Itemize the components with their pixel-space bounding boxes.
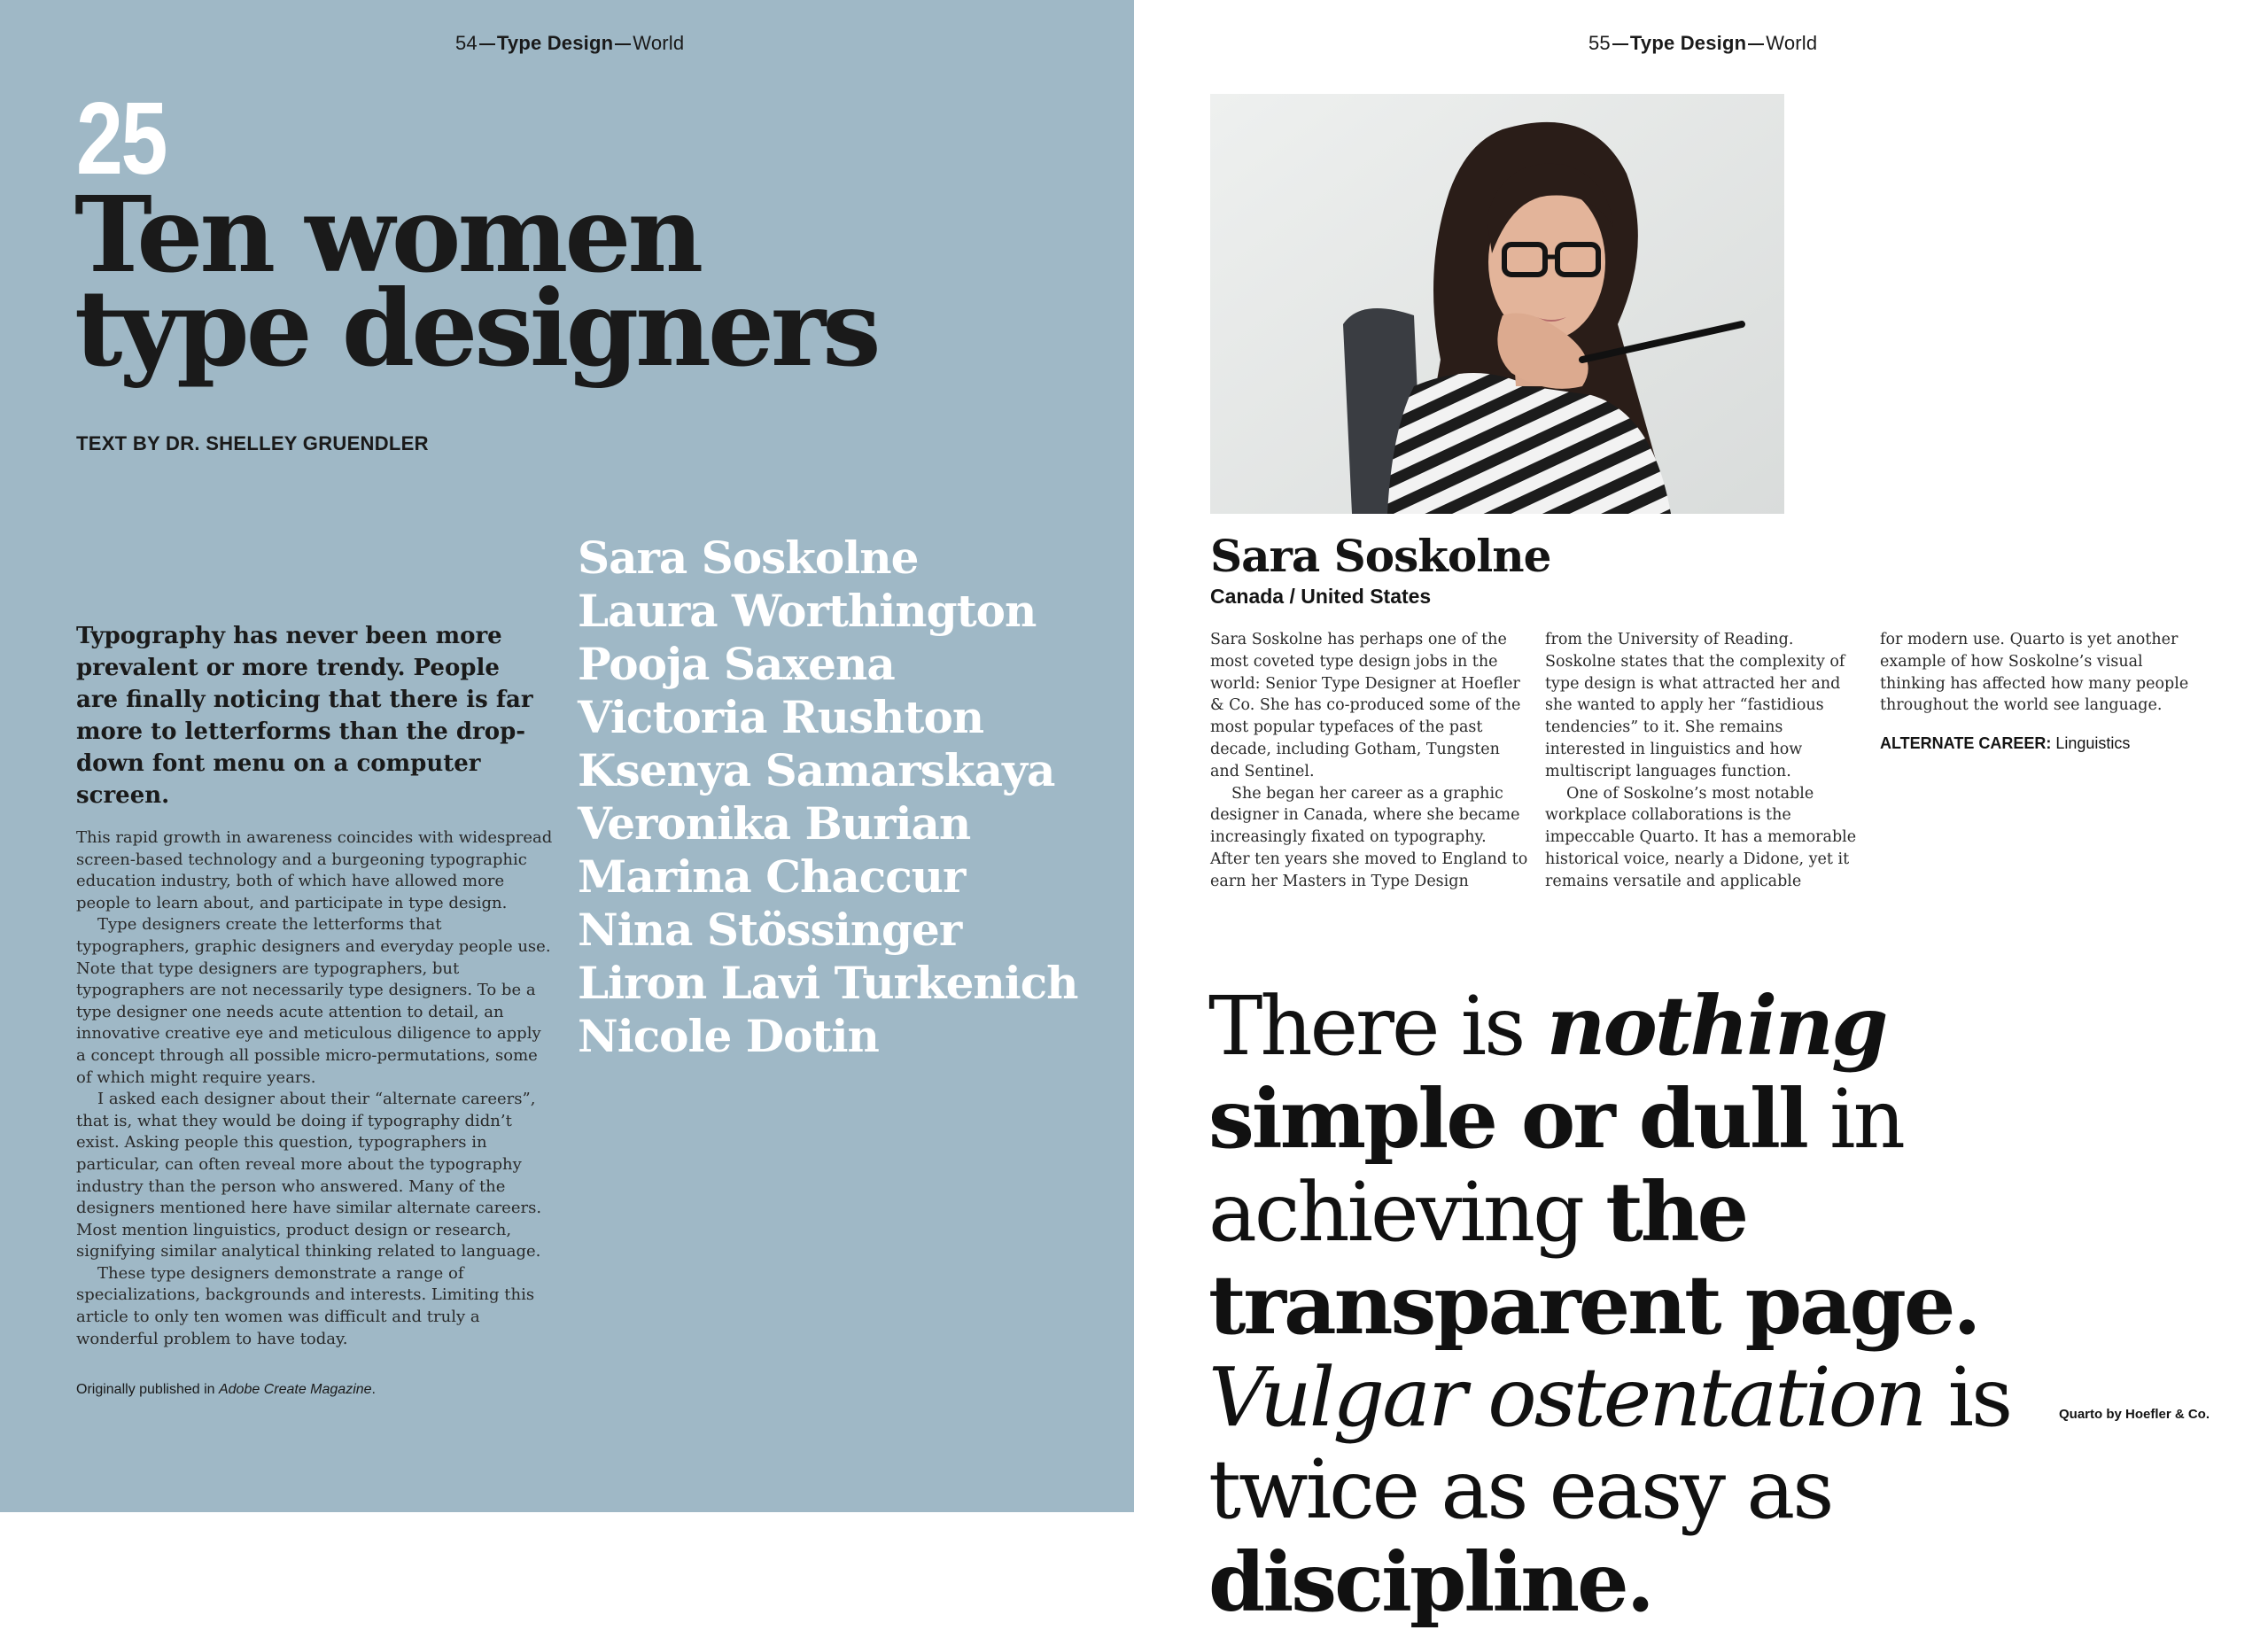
page-number: 55 — [1588, 32, 1611, 54]
profile-paragraph: Sara Soskolne has perhaps one of the most coveted type design jobs in the world: Senior Type Designer at Hoefler & Co. She has co-produced some of the most popular typefaces of the past decade, including Gotham, Tungsten and Sentinel. — [1210, 631, 1521, 780]
source-prefix: Originally published in — [76, 1382, 219, 1397]
profile-paragraph: from the University of Reading. Soskolne states that the complexity of type design is what attracted her and she wanted to apply her “fastidious tendencies” to it. She remains interested in linguistics and how multiscript languages function. — [1545, 631, 1845, 780]
source-note — [76, 1382, 376, 1398]
designer-name: Pooja Saxena — [578, 638, 895, 690]
folio-right — [1588, 32, 1817, 55]
body-paragraph: I asked each designer about their “alternate careers”, that is, what they would be doing if typography didn’t exist. Asking people this question, typographers in particular, can often reveal more about the typography industry than the person who answered. Many of the designers mentioned here have similar alternate careers. Most mention linguistics, product design or research, signifying similar analytical thinking related to language. — [76, 1090, 542, 1261]
body-paragraph: This rapid growth in awareness coincides with widespread screen-based technology and a burgeoning typographic education industry, both of which have allowed more people to learn about, and participate in type design. — [76, 828, 553, 912]
folio-dash — [615, 43, 631, 45]
body-paragraph: These type designers demonstrate a range of specializations, backgrounds and interests. Limiting this article to only ten women was difficult and truly a wonderful problem to have today. — [76, 1263, 535, 1348]
page-number: 54 — [455, 32, 478, 54]
feature-number: 25 — [76, 81, 166, 196]
left-page — [0, 0, 1134, 1512]
quote-credit: Quarto by Hoefler & Co. — [2059, 1407, 2210, 1422]
designer-name: Laura Worthington — [578, 585, 1037, 637]
designer-name: Marina Chaccur — [578, 850, 966, 903]
alternate-career — [1880, 733, 2208, 755]
quote-part: simple or dull — [1208, 1071, 1806, 1167]
alternate-career-label: ALTERNATE CAREER: — [1880, 734, 2052, 753]
profile-paragraph: One of Soskolne’s most notable workplace collaborations is the impeccable Quarto. It has a memorable historical voice, nearly a Didone, yet it remains versatile and applicable — [1545, 784, 1857, 890]
quote-part: is twice as easy as — [1208, 1350, 2011, 1537]
folio-section: Type Design — [1629, 32, 1747, 54]
designer-name: Victoria Rushton — [578, 691, 984, 743]
profile-column-2 — [1545, 629, 1864, 893]
title-line-1: Ten women — [74, 173, 701, 296]
folio-dash — [479, 43, 495, 45]
profile-paragraph: She began her career as a graphic designer in Canada, where she became increasingly fixated on typography. After ten years she moved to England to earn her Masters in Type Design — [1210, 784, 1528, 890]
profile-column-1 — [1210, 629, 1529, 893]
byline: TEXT BY DR. SHELLEY GRUENDLER — [76, 432, 429, 454]
folio-left — [455, 32, 684, 55]
designer-name: Nina Stössinger — [578, 904, 962, 956]
designer-name: Liron Lavi Turkenich — [578, 957, 1078, 1009]
quote-part: Vulgar ostentation — [1208, 1350, 1925, 1445]
article-title — [74, 173, 960, 390]
alternate-career-value: Linguistics — [2051, 734, 2131, 753]
quote-part: nothing — [1546, 978, 1886, 1074]
pull-quote — [1208, 980, 2165, 1629]
designer-list — [578, 532, 1109, 1063]
folio-dash — [1748, 43, 1764, 45]
quote-part: discipline. — [1208, 1534, 1652, 1630]
profile-name: Sara Soskolne — [1210, 530, 1551, 582]
body-paragraph: Type designers create the letterforms that typographers, graphic designers and everyday people use. Note that type designers are typographers, but typographers are not necessarily type designers. To be a type designer one needs acute attention to detail, an innovative creative eye and meticulous diligence to apply a concept through all possible micro-permutations, some of which might require years. — [76, 915, 551, 1087]
source-suffix: . — [371, 1382, 376, 1397]
quote-part: There is — [1208, 979, 1547, 1074]
folio-subsection: World — [1766, 32, 1818, 54]
title-line-2: type designers — [74, 267, 878, 390]
designer-name: Veronika Burian — [578, 797, 971, 850]
designer-name: Sara Soskolne — [578, 532, 919, 584]
profile-column-3 — [1880, 629, 2208, 755]
designer-name: Ksenya Samarskaya — [578, 744, 1055, 796]
lede-paragraph: Typography has never been more prevalent or more trendy. People are finally noticing that there is far more to letterforms than the drop-down font menu on a computer screen. — [76, 623, 533, 809]
folio-section: Type Design — [496, 32, 614, 54]
quote-part: the transparent page. — [1208, 1164, 1979, 1353]
profile-paragraph: for modern use. Quarto is yet another example of how Soskolne’s visual thinking has affected how many people throughout the world see language. — [1880, 631, 2189, 715]
quote-part: in achieving — [1208, 1072, 1903, 1260]
designer-name: Nicole Dotin — [578, 1010, 879, 1062]
body-text — [76, 827, 555, 1350]
folio-subsection: World — [633, 32, 685, 54]
source-title: Adobe Create Magazine — [218, 1382, 372, 1397]
folio-dash — [1612, 43, 1628, 45]
portrait-photo — [1210, 94, 1784, 514]
profile-location: Canada / United States — [1210, 585, 1432, 608]
portrait-illustration — [1210, 94, 1784, 514]
